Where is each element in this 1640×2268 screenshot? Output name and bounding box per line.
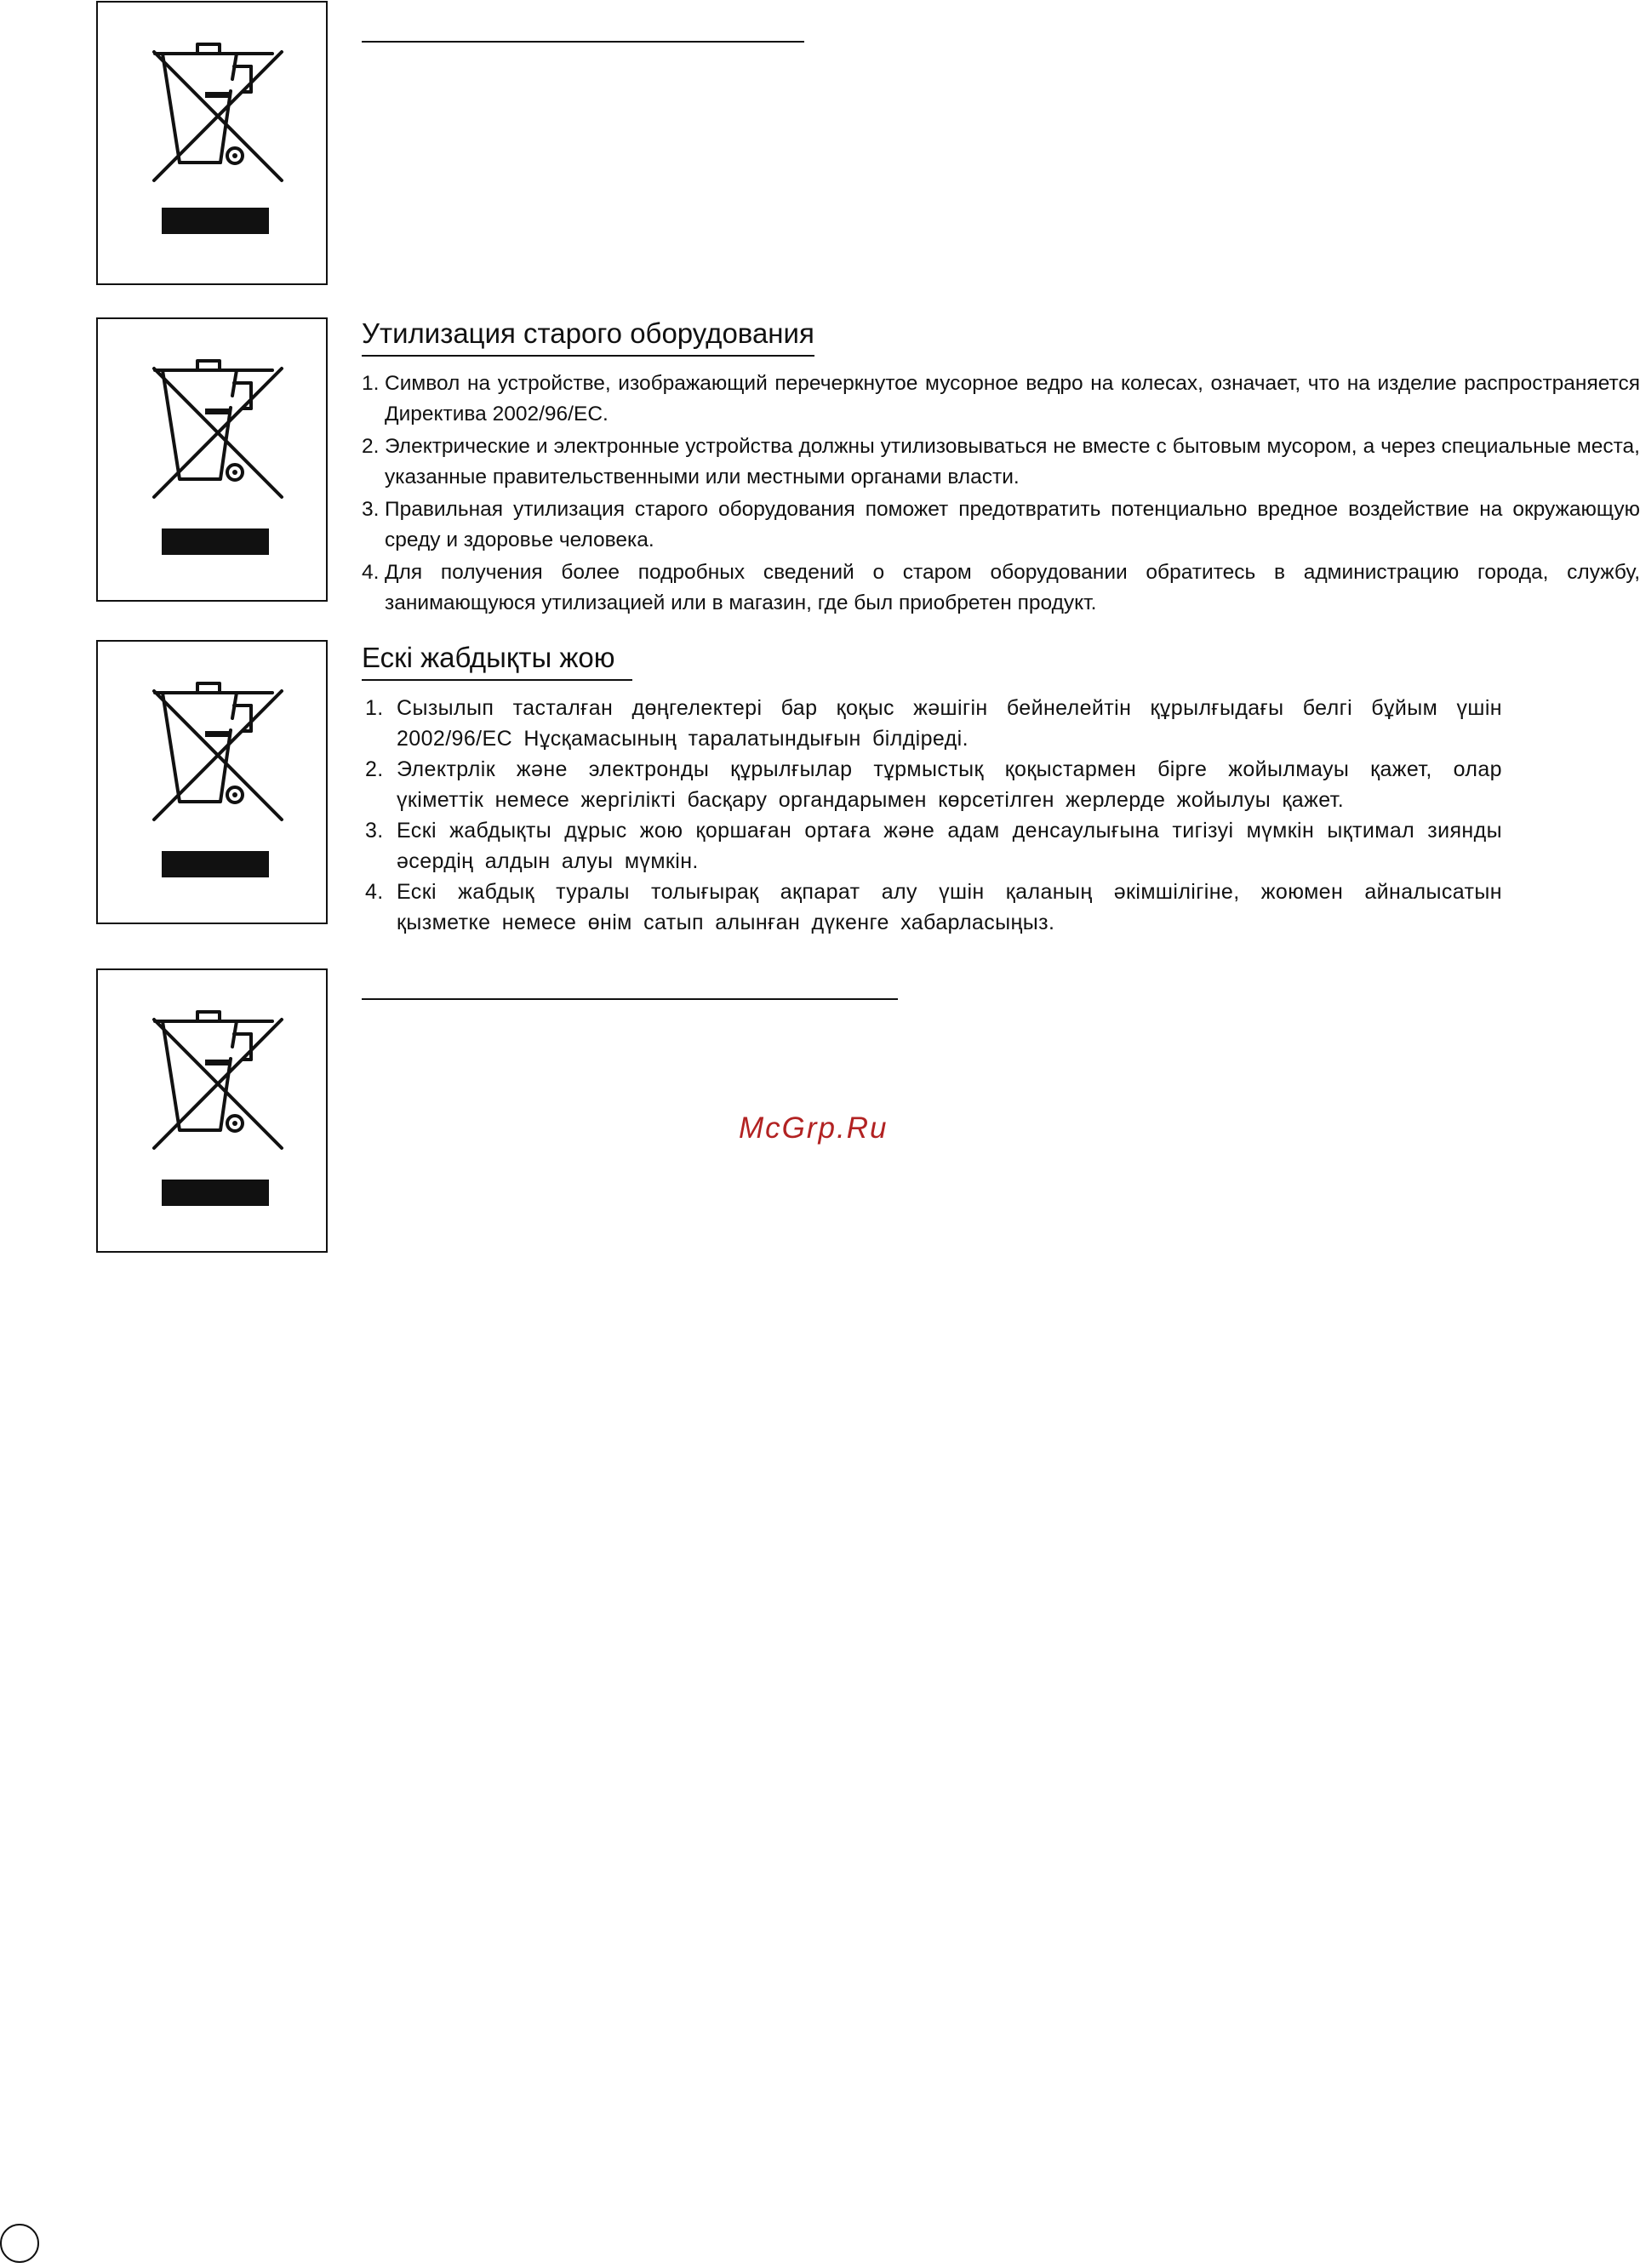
weee-icon-box: [96, 317, 328, 602]
item-number: 2.: [365, 757, 384, 781]
instruction-list: [362, 693, 1502, 938]
item-number: 2.: [362, 435, 380, 458]
item-text: Электрлік және электронды құрылғылар тұрмыстық қоқыстармен бірге жойылмауы қажет, олар үкіметтік немесе жергілікті басқару органдарымен көрсетілген жерлерде жойылуы қажет.: [397, 757, 1502, 812]
instruction-list: [362, 368, 1640, 620]
list-item: [362, 754, 1502, 815]
item-number: 3.: [362, 498, 380, 521]
item-text: Ескі жабдықты дұрыс жою қоршаған ортаға және адам денсаулығына тигізуі мүмкін ықтимал зиянды әсердің алдын алуы мүмкін.: [397, 819, 1502, 873]
weee-icon-box: [96, 1, 328, 285]
list-item: [362, 693, 1502, 754]
weee-icon-box: [96, 640, 328, 924]
watermark: McGrp.Ru: [739, 1111, 889, 1145]
list-item: [362, 877, 1502, 938]
empty-heading-rule: [362, 41, 804, 43]
item-text: Символ на устройстве, изображающий перечеркнутое мусорное ведро на колесах, означает, что на изделие распространяется Директива 2002/96/EC.: [385, 372, 1640, 426]
item-number: 4.: [362, 561, 380, 584]
item-text: Правильная утилизация старого оборудования поможет предотвратить потенциально вредное воздействие на окружающую среду и здоровье человека.: [385, 498, 1640, 551]
empty-heading-rule: [362, 998, 898, 1000]
list-item: [362, 368, 1640, 430]
item-number: 3.: [365, 819, 384, 843]
page-number-circle: [0, 2224, 39, 2263]
list-item: [362, 815, 1502, 877]
weee-crossed-bin-icon: [98, 970, 329, 1254]
weee-crossed-bin-icon: [98, 642, 329, 926]
weee-crossed-bin-icon: [98, 3, 329, 287]
item-text: Сызылып тасталған дөңгелектері бар қоқыс жәшігін бейнелейтін құрылғыдағы белгі бұйым үшін 2002/96/EC Нұсқамасының таралатындығын білдіреді.: [397, 696, 1502, 751]
section-title: Ескі жабдықты жою: [362, 642, 632, 681]
weee-crossed-bin-icon: [98, 319, 329, 603]
item-text: Электрические и электронные устройства должны утилизовываться не вместе с бытовым мусором, а через специальные места, указанные правительственными или местными органами власти.: [385, 435, 1640, 488]
item-number: 1.: [362, 372, 380, 395]
weee-icon-box: [96, 968, 328, 1253]
item-number: 1.: [365, 696, 384, 720]
section-title: Утилизация старого оборудования: [362, 317, 814, 357]
item-text: Для получения более подробных сведений о старом оборудовании обратитесь в администрацию города, службу, занимающуюся утилизацией или в магазин, где был приобретен продукт.: [385, 561, 1640, 614]
item-text: Ескі жабдық туралы толығырақ ақпарат алу үшін қаланың әкімшілігіне, жоюмен айналысатын қызметке немесе өнім сатып алынған дүкенге хабарласыңыз.: [397, 880, 1502, 934]
list-item: [362, 431, 1640, 493]
item-number: 4.: [365, 880, 384, 904]
list-item: [362, 557, 1640, 619]
list-item: [362, 494, 1640, 556]
